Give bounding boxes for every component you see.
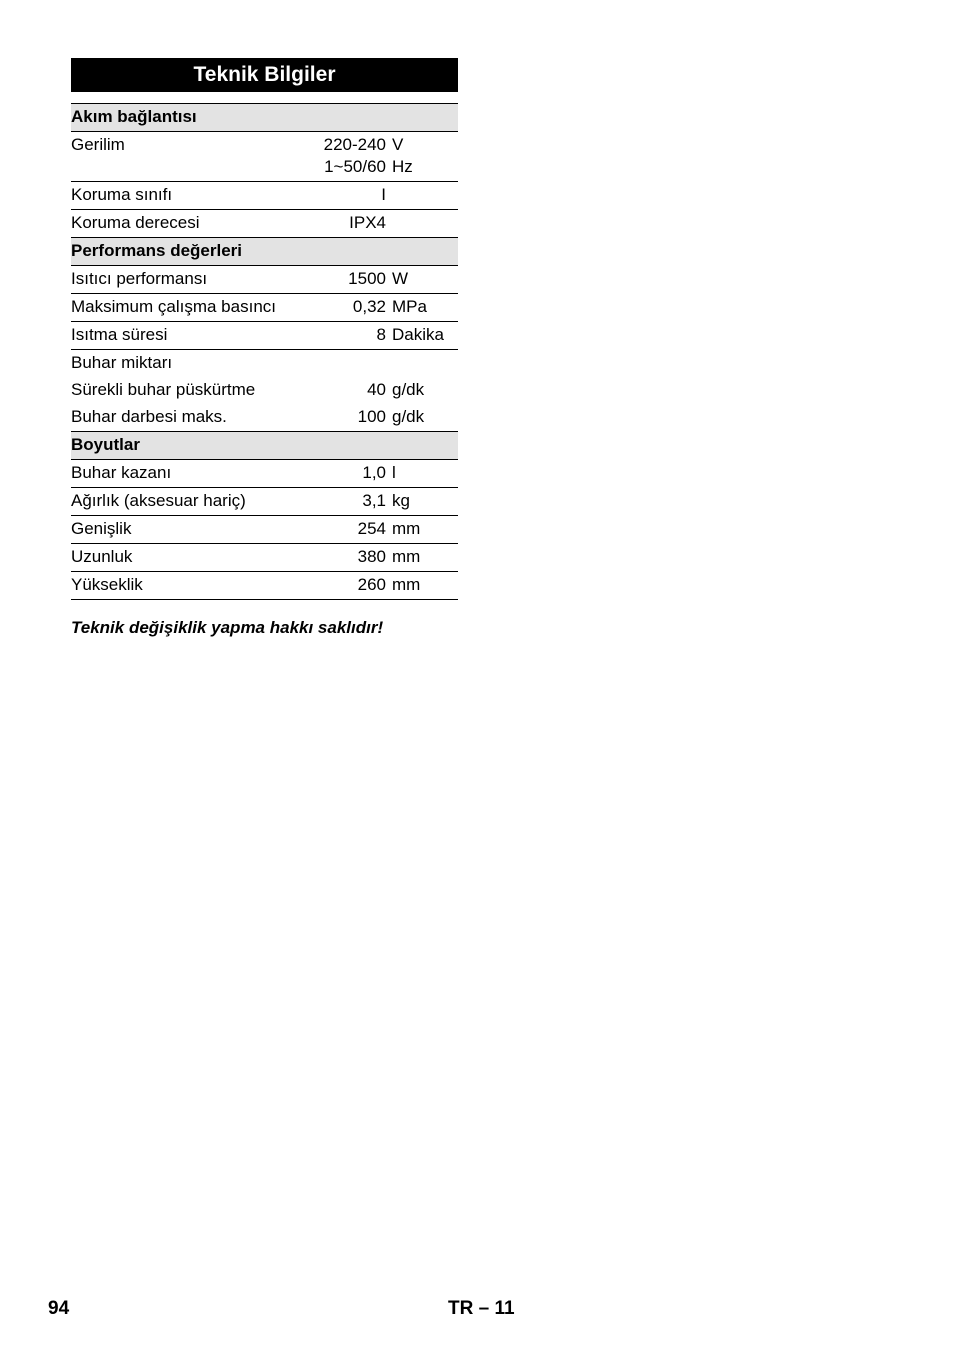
- page-title: Teknik Bilgiler: [71, 58, 458, 92]
- section-heading: [71, 104, 458, 132]
- spec-value-line: [276, 518, 458, 540]
- spec-value-line: [276, 184, 458, 206]
- spec-label: Ağırlık (aksesuar hariç): [71, 491, 246, 510]
- spec-unit: mm: [392, 547, 421, 566]
- spec-number: IPX4: [349, 213, 386, 232]
- spec-value: [276, 184, 458, 206]
- section-heading: [71, 238, 458, 266]
- spec-unit: mm: [392, 575, 421, 594]
- spec-value: [276, 268, 458, 290]
- spec-value-line: [276, 212, 458, 234]
- spec-row: [71, 460, 458, 488]
- spec-label: Isıtma süresi: [71, 325, 168, 344]
- spec-number: 220-240: [323, 135, 386, 154]
- section-heading: [71, 432, 458, 460]
- spec-value-line: [276, 134, 458, 156]
- spec-value-line: [276, 268, 458, 290]
- spec-unit: g/dk: [392, 407, 425, 426]
- spec-number: 0,32: [352, 297, 386, 316]
- spec-label: Maksimum çalışma basıncı: [71, 297, 276, 316]
- spec-number: 1,0: [362, 463, 386, 482]
- spec-label: Buhar miktarı: [71, 353, 173, 372]
- section-heading-label: Akım bağlantısı: [71, 107, 197, 126]
- spec-number: 1~50/60: [324, 157, 386, 176]
- spec-row: [71, 572, 458, 600]
- section-heading-label: Boyutlar: [71, 435, 140, 454]
- spec-unit: mm: [392, 519, 421, 538]
- spec-row: [71, 322, 458, 350]
- content-column: [71, 58, 458, 638]
- spec-unit: [386, 184, 458, 206]
- spec-row: [71, 350, 458, 377]
- spec-unit: l: [392, 463, 396, 482]
- spec-unit: Dakika: [392, 325, 444, 344]
- spec-value: [276, 546, 458, 568]
- spec-row: [71, 544, 458, 572]
- spec-number: 260: [357, 575, 386, 594]
- spec-value-line: [276, 324, 458, 346]
- spec-number: 380: [357, 547, 386, 566]
- spec-label: Genişlik: [71, 519, 132, 538]
- spec-row: [71, 210, 458, 238]
- spec-label: Gerilim: [71, 135, 125, 154]
- spec-value: [276, 134, 458, 178]
- spec-value-line: [276, 462, 458, 484]
- spec-value-line: [276, 406, 458, 428]
- spec-number: I: [381, 185, 386, 204]
- spec-label: Buhar darbesi maks.: [71, 407, 227, 426]
- spec-label: Isıtıcı performansı: [71, 269, 208, 288]
- spec-row: [71, 266, 458, 294]
- spec-number: 1500: [348, 269, 386, 288]
- spec-number: 40: [367, 380, 386, 399]
- spec-row: [71, 132, 458, 182]
- spec-label: Sürekli buhar püskürtme: [71, 380, 256, 399]
- spec-value: [276, 212, 458, 234]
- spec-label: Koruma sınıfı: [71, 185, 173, 204]
- spec-label: Buhar kazanı: [71, 463, 172, 482]
- spec-value-line: [276, 296, 458, 318]
- spec-unit: W: [392, 269, 409, 288]
- spec-value-line: [276, 379, 458, 401]
- spec-label: Yükseklik: [71, 575, 143, 594]
- spec-row: [71, 377, 458, 404]
- spec-value-line: [276, 546, 458, 568]
- spec-row: [71, 294, 458, 322]
- spec-number: 8: [376, 325, 386, 344]
- spec-value: [276, 518, 458, 540]
- spec-value: [276, 406, 458, 428]
- spec-value-line: [276, 574, 458, 596]
- spec-value: [276, 324, 458, 346]
- spec-value: [276, 296, 458, 318]
- spec-unit: [386, 212, 458, 234]
- spec-table: [71, 103, 458, 600]
- spec-value-line: [276, 156, 458, 178]
- spec-unit: g/dk: [392, 380, 425, 399]
- spec-row: [71, 488, 458, 516]
- spec-unit: MPa: [392, 297, 427, 316]
- spec-value: [276, 490, 458, 512]
- spec-unit: kg: [392, 491, 410, 510]
- spec-number: 254: [357, 519, 386, 538]
- spec-row: [71, 404, 458, 432]
- spec-label: Uzunluk: [71, 547, 133, 566]
- spec-row: [71, 516, 458, 544]
- spec-value: [276, 574, 458, 596]
- spec-value: [276, 462, 458, 484]
- spec-value: [276, 379, 458, 401]
- section-heading-label: Performans değerleri: [71, 241, 243, 260]
- spec-label: Koruma derecesi: [71, 213, 200, 232]
- spec-unit: V: [392, 135, 404, 154]
- disclaimer-note: Teknik değişiklik yapma hakkı saklıdır!: [71, 618, 384, 637]
- spec-row: [71, 182, 458, 210]
- spec-value-line: [276, 490, 458, 512]
- spec-unit: Hz: [392, 157, 413, 176]
- spec-number: 100: [357, 407, 386, 426]
- page-code: TR – 11: [448, 1298, 515, 1319]
- page-number: 94: [48, 1298, 70, 1319]
- spec-number: 3,1: [362, 491, 386, 510]
